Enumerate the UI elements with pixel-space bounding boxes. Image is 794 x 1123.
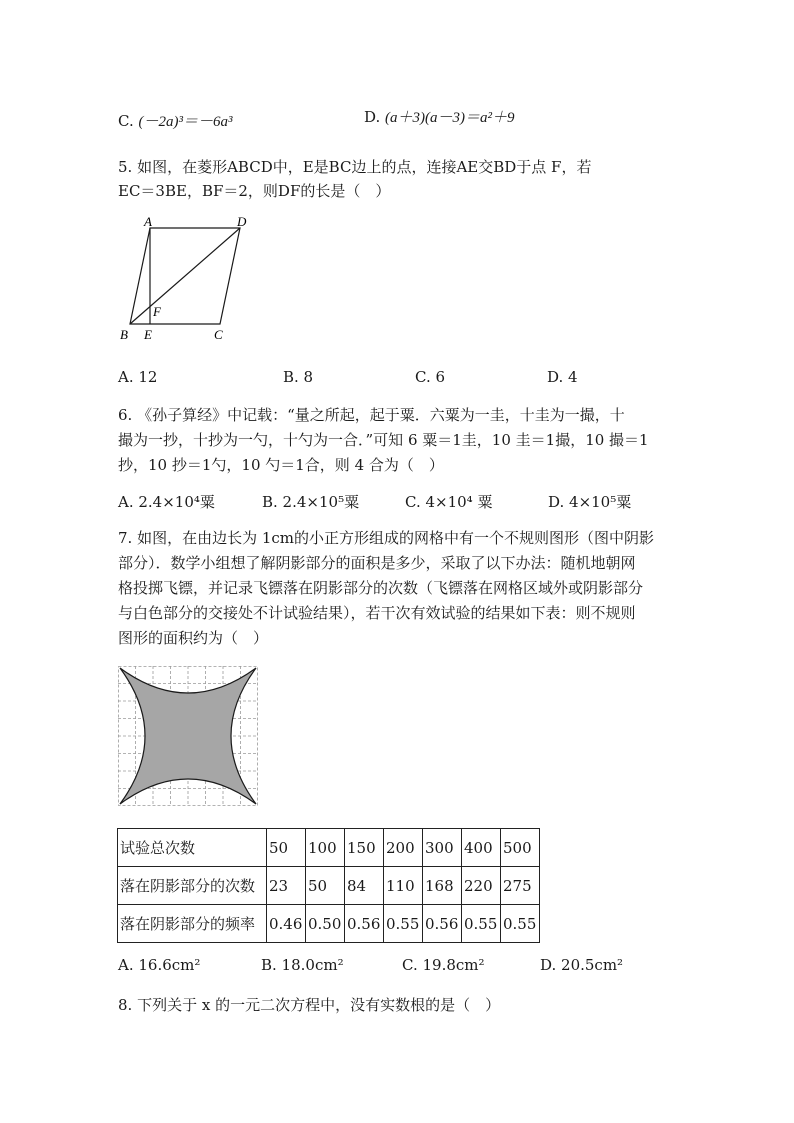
q7-stem-line5: 图形的面积约为（ ） [118, 629, 269, 647]
q4-option-c-expr: (－2a)³＝－6a³ [138, 114, 233, 130]
table-cell: 0.46 [267, 905, 306, 943]
table-cell: 0.56 [423, 905, 462, 943]
table-cell: 23 [267, 867, 306, 905]
table-row [118, 905, 540, 943]
table-cell: 0.50 [306, 905, 345, 943]
q4-option-d-expr: (a＋3)(a－3)＝a²＋9 [385, 110, 515, 126]
q6-option-a: A. 2.4×10⁴粟 [118, 493, 215, 511]
table-cell: 84 [345, 867, 384, 905]
label-e: E [144, 327, 152, 342]
table-cell: 0.55 [501, 905, 540, 943]
rhombus-figure [112, 216, 272, 344]
table-cell: 50 [267, 829, 306, 867]
row-label: 落在阴影部分的次数 [118, 867, 267, 905]
q6-stem-line2: 撮为一抄，十抄为一勺，十勺为一合．”可知 6 粟＝1圭，10 圭＝1撮，10 撮＝1 [118, 431, 649, 449]
q7-stem-line1: 7. 如图，在由边长为 1cm的小正方形组成的网格中有一个不规则图形（图中阴影 [118, 529, 655, 547]
q4-option-c: C. (－2a)³＝－6a³ [118, 112, 233, 130]
frequency-table [117, 828, 540, 943]
q5-option-d: D. 4 [547, 368, 578, 386]
q5-option-c: C. 6 [415, 368, 446, 386]
q5-stem-line2: EC＝3BE，BF＝2，则DF的长是（ ） [118, 182, 391, 200]
q5-option-b: B. 8 [283, 368, 314, 386]
table-cell: 200 [384, 829, 423, 867]
table-cell: 0.55 [384, 905, 423, 943]
q7-option-d: D. 20.5cm² [540, 956, 624, 974]
table-cell: 150 [345, 829, 384, 867]
table-row [118, 829, 540, 867]
q7-stem-line2: 部分）．数学小组想了解阴影部分的面积是多少，采取了以下办法：随机地朝网 [118, 554, 636, 572]
table-row [118, 867, 540, 905]
row-label: 试验总次数 [118, 829, 267, 867]
q7-option-b: B. 18.0cm² [261, 956, 344, 974]
q7-stem-line3: 格投掷飞镖，并记录飞镖落在阴影部分的次数（飞镖落在网格区域外或阴影部分 [118, 579, 644, 597]
table-cell: 50 [306, 867, 345, 905]
table-cell: 275 [501, 867, 540, 905]
table-cell: 300 [423, 829, 462, 867]
row-label: 落在阴影部分的频率 [118, 905, 267, 943]
table-cell: 100 [306, 829, 345, 867]
q6-stem-line3: 抄，10 抄＝1勺，10 勺＝1合，则 4 合为（ ） [118, 456, 444, 474]
q8-stem-line1: 8. 下列关于 x 的一元二次方程中，没有实数根的是（ ） [118, 996, 501, 1014]
q6-option-d: D. 4×10⁵粟 [548, 493, 632, 511]
table-cell: 110 [384, 867, 423, 905]
label-c: C [214, 327, 223, 342]
q5-stem-line1: 5. 如图，在菱形ABCD中，E是BC边上的点，连接AE交BD于点 F，若 [118, 158, 592, 176]
label-b: B [120, 327, 128, 342]
table-cell: 500 [501, 829, 540, 867]
table-cell: 220 [462, 867, 501, 905]
label-f: F [153, 304, 161, 319]
label-a: A [144, 216, 152, 229]
q6-stem-line1: 6. 《孙子算经》中记载：“量之所起，起于粟．六粟为一圭，十圭为一撮，十 [118, 406, 625, 424]
label-d: D [237, 216, 247, 229]
q7-option-a: A. 16.6cm² [118, 956, 201, 974]
q6-option-b: B. 2.4×10⁵粟 [262, 493, 360, 511]
table-cell: 400 [462, 829, 501, 867]
grid-figure [118, 666, 260, 808]
q7-stem-line4: 与白色部分的交接处不计试验结果），若干次有效试验的结果如下表：则不规则 [118, 604, 636, 622]
q7-option-c: C. 19.8cm² [402, 956, 485, 974]
q5-option-a: A. 12 [118, 368, 158, 386]
table-cell: 168 [423, 867, 462, 905]
q6-option-c: C. 4×10⁴ 粟 [405, 493, 493, 511]
q4-option-d: D. (a＋3)(a－3)＝a²＋9 [364, 108, 515, 126]
table-cell: 0.55 [462, 905, 501, 943]
table-cell: 0.56 [345, 905, 384, 943]
